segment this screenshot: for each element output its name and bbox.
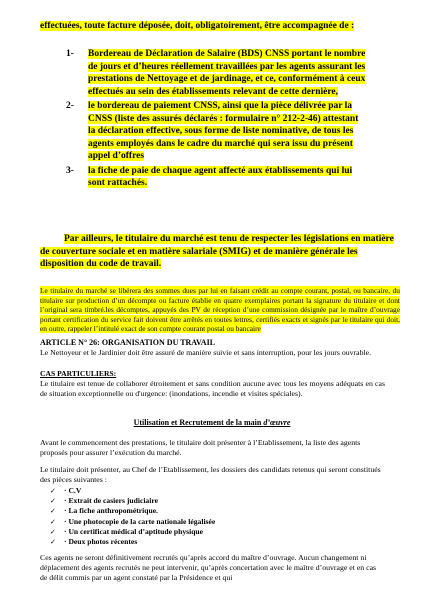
bullet-icon: · (64, 496, 67, 506)
article-body: Le Nettoyeur et le Jardinier doit être assuré de manière suivie et sans interruption, pour les jours ouvrable. (40, 348, 372, 357)
list-item: ✓ · La fiche anthropométrique. (50, 506, 158, 516)
avant-paragraph: Avant le commencement des prestations, le titulaire doit présenter à l’Etablissement, la liste des agents proposés pour assurer l’exécution du marché. (40, 438, 361, 458)
bullet-icon: · (64, 486, 67, 495)
checkmark-icon: ✓ (50, 517, 56, 526)
ces-paragraph: Ces agents ne seront définitivement recrutés qu’après accord du maître d’ouvrage. Aucun changement ni déplacement des agents recrutés ne peut intervenir, qu’après concertation avec le maître d’ouvrage et en cas de délit commis par un agent constaté par la Présidence et qui (40, 553, 377, 583)
bullet-icon: · (64, 537, 67, 547)
list-item: ✓ · Une photocopie de la carte nationale légalisée (50, 516, 216, 526)
list-item: ✓ · Extrait de casiers judiciaire (50, 496, 158, 506)
payment-paragraph: Le titulaire du marché se libérera des sommes dues par lui en faisant crédit au compte courant, postal, ou bancaire, du titulaire sur production d’un décompte ou facture établie en quatre exemplaires portant la signature du titulaire et dont l’original sera timbré.les décomptes, appuyés des PV de réception d’une commission désignée par le maître d’ouvrage portant certification du service fait doivent être arrêtés en toutes lettres, certifiés exacts et signés par le titulaire qui doit, en outre, rappeler l’intitulé exact de son compte courant postal ou bancaire (40, 286, 400, 334)
cas-title: CAS PARTICULIERS: (40, 369, 117, 378)
checkmark-icon: ✓ (50, 527, 56, 536)
bullet-icon: · (64, 506, 67, 516)
social-coverage-paragraph: Par ailleurs, le titulaire du marché est tenu de respecter les législations en matière de couverture sociale et en matière salariale (SMIG) et de manière générale les disposition du code de travail. (40, 234, 394, 269)
section-heading: Utilisation et Recrutement de la main d’œuvre (133, 418, 291, 427)
requirement-item-3 (66, 165, 366, 190)
checkmark-icon: ✓ (50, 487, 56, 495)
requirement-text: Bordereau de Déclaration de Salaire (BDS) CNSS portant le nombre de jours et d’heures réellement travaillées par les agents assurant les prestations de Nettoyage et de jardinage, et ce, conformément à ceux effectués au sein des établissements relevant de cette dernière, (88, 49, 366, 97)
checkmark-icon: ✓ (50, 497, 56, 506)
requirement-number: 1- (66, 49, 74, 59)
requirement-text: le bordereau de paiement CNSS, ainsi que la pièce délivrée par la CNSS (liste des assurés déclarés : formulaire n° 212-2-46) attestant la déclaration effective, sous forme de liste nominative, de tous les agents employés dans le cadre du marché qui sera issu du présent appel d’offres (88, 101, 359, 161)
requirement-text: la fiche de paie de chaque agent affecté aux établissements qui lui sont rattachés. (88, 165, 353, 188)
requirement-number: 2- (66, 101, 74, 111)
requirement-item-2 (66, 100, 366, 163)
requirement-number: 3- (66, 165, 74, 176)
intro-text: effectuées, toute facture déposée, doit, obligatoirement, être accompagnée de : (40, 21, 355, 31)
cas-body: Le titulaire est tenue de collaborer étroitement et sans condition aucune avec tous les moyens adéquats en cas de situation exceptionnelle ou d'urgence: (inondations, incendie et visites spéciales). (40, 379, 385, 399)
requirement-item-1 (66, 48, 366, 98)
list-item: ✓ · Un certificat médical d’aptitude physique (50, 526, 204, 536)
list-item: ✓ · C.V (50, 486, 82, 495)
checkmark-icon: ✓ (50, 538, 56, 547)
bullet-icon: · (64, 516, 67, 526)
article-title: ARTICLE N° 26: ORGANISATION DU TRAVAIL (40, 338, 216, 347)
bullet-icon: · (64, 526, 67, 536)
checkmark-icon: ✓ (50, 507, 56, 516)
titulaire-paragraph: Le titulaire doit présenter, au Chef de l’Etablissement, les dossiers des candidats retenus qui seront constitués des pièces suivantes : (40, 465, 381, 485)
requirements-list (66, 48, 366, 192)
documents-list (50, 486, 215, 547)
list-item: ✓ · Deux photos récentes (50, 537, 138, 547)
